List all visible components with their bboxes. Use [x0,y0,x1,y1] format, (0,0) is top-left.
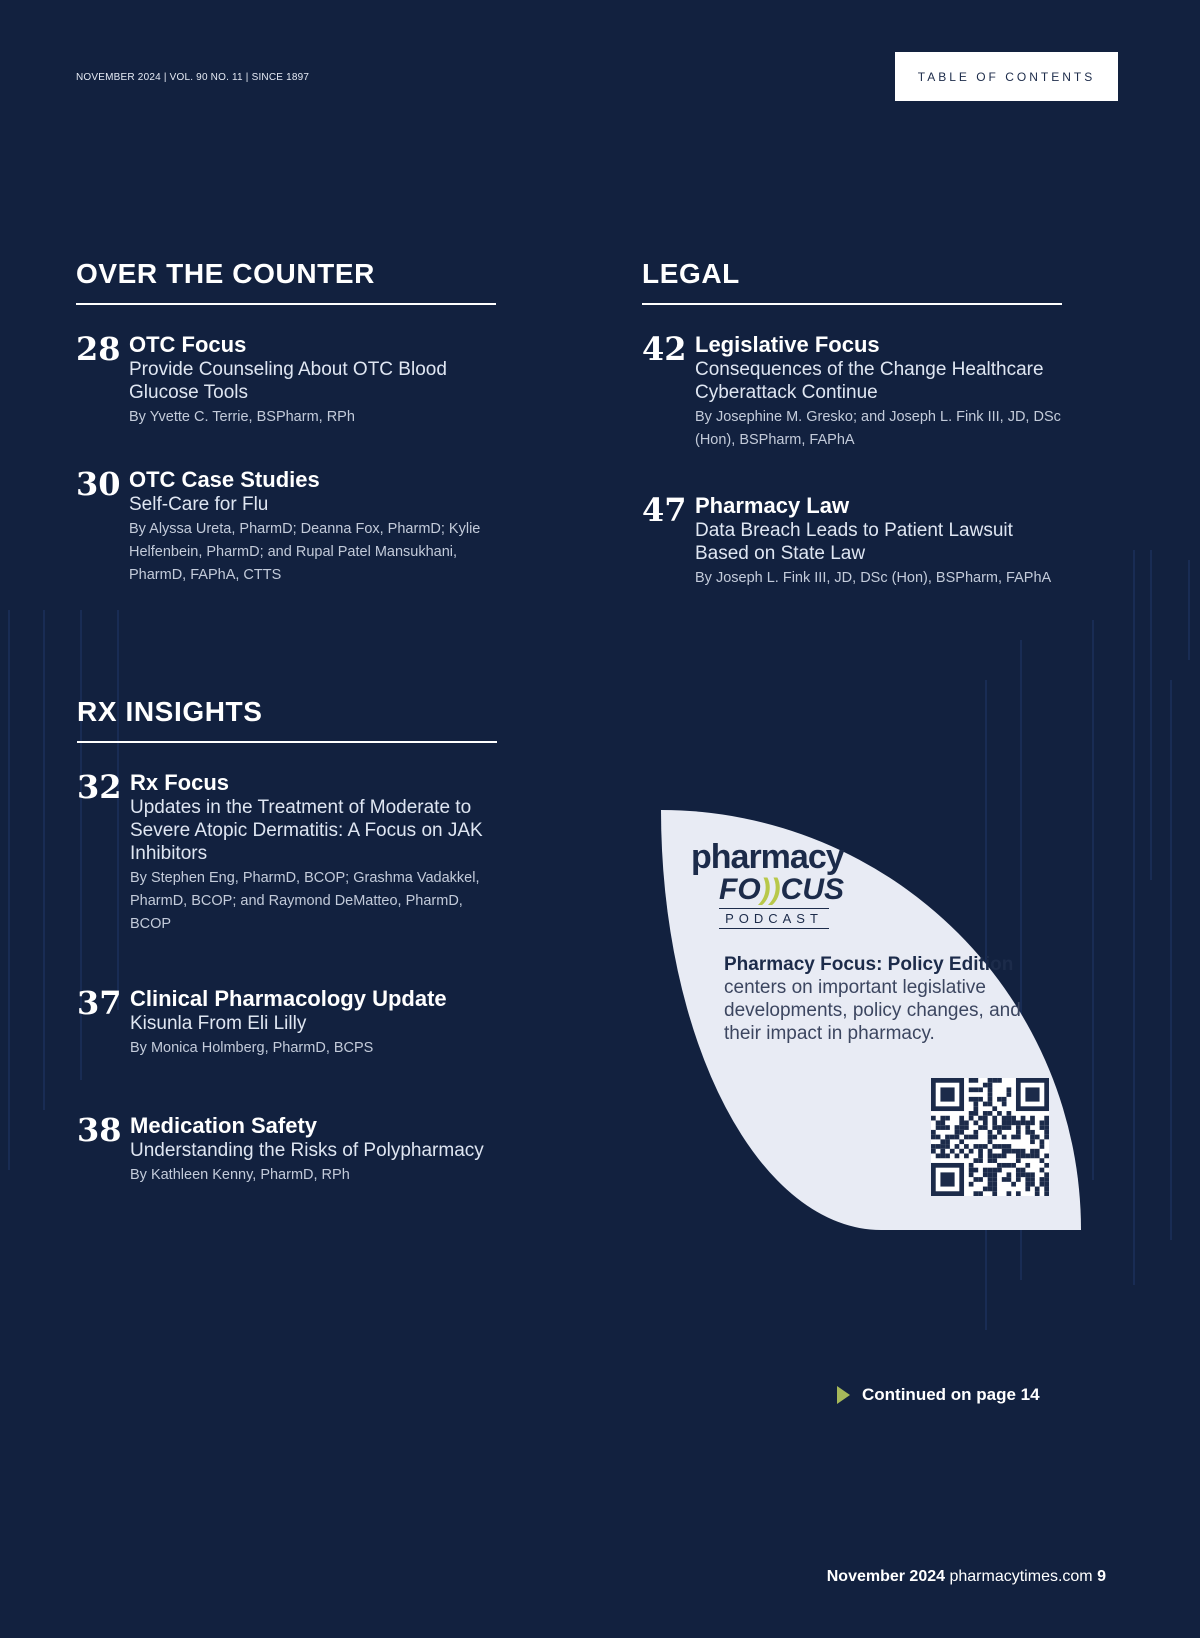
entry-title: Data Breach Leads to Patient Lawsuit Based on State Law [695,520,1013,564]
podcast-title: Pharmacy Focus: Policy Edition [724,954,1014,975]
entry-title: Understanding the Risks of Polypharmacy [130,1140,484,1161]
entry-title: Self-Care for Flu [129,494,269,515]
section-rx-insights [77,694,497,1183]
continued-text: Continued on page 14 [862,1385,1040,1404]
entry-byline: By Kathleen Kenny, PharmD, RPh [130,1167,350,1183]
arrow-icon [837,1386,850,1404]
decorative-line [1092,620,1094,1180]
continued-link[interactable] [837,1385,1040,1405]
masthead: NOVEMBER 2024 | VOL. 90 NO. 11 | SINCE 1897 [76,72,310,83]
qr-code-icon[interactable] [931,1078,1049,1196]
entry-byline: By Yvette C. Terrie, BSPharm, RPh [129,409,355,425]
section-over-the-counter [76,256,496,583]
entry-byline: By Stephen Eng, PharmD, BCOP; Grashma Vadakkel, PharmD, BCOP; and Raymond DeMatteo, PharmD, BCOP [130,870,480,932]
section-title: OVER THE COUNTER [76,256,496,305]
logo-wordmark-focus [719,874,861,906]
entry-byline: By Alyssa Ureta, PharmD; Deanna Fox, PharmD; Kylie Helfenbein, PharmD; and Rupal Patel Mansukhani, PharmD, FAPhA, CTTS [129,521,481,583]
entry-byline: By Josephine M. Gresko; and Joseph L. Fink III, JD, DSc (Hon), BSPharm, FAPhA [695,409,1061,448]
sound-wave-icon: )) [760,873,781,906]
entry-byline: By Monica Holmberg, PharmD, BCPS [130,1040,374,1056]
page-number: 32 [77,768,122,806]
logo-focus-end: CUS [780,873,844,906]
section-title: RX INSIGHTS [77,694,497,743]
page-number: 28 [76,330,121,368]
entry-category: Pharmacy Law [695,493,850,518]
page-number: 30 [76,465,121,503]
page-number: 42 [642,330,687,368]
entry-title: Updates in the Treatment of Moderate to Severe Atopic Dermatitis: A Focus on JAK Inhibitors [130,797,483,864]
logo-focus-start: FO [719,873,761,906]
section-title: LEGAL [642,256,1062,305]
footer-page-number: 9 [1097,1568,1106,1585]
decorative-line [1170,680,1172,1240]
decorative-line [1150,550,1152,880]
decorative-line [8,610,10,1170]
entry-title: Provide Counseling About OTC Blood Glucose Tools [129,359,447,403]
decorative-line [1188,560,1190,660]
podcast-description [724,953,1034,1045]
pharmacy-focus-podcast-logo [691,840,861,929]
podcast-text: centers on important legislative developments, policy changes, and their impact in pharmacy. [724,977,1021,1044]
entry-title: Kisunla From Eli Lilly [130,1013,307,1034]
logo-wordmark-top: pharmacy [691,838,844,876]
footer-date: November 2024 [826,1568,946,1585]
entry-category: OTC Case Studies [129,467,320,492]
podcast-card[interactable] [661,810,1081,1230]
page-number: 38 [77,1111,122,1149]
entry-byline: By Joseph L. Fink III, JD, DSc (Hon), BSPharm, FAPhA [695,570,1052,586]
entry-category: Clinical Pharmacology Update [130,986,447,1011]
section-legal [642,256,1062,586]
logo-podcast-label: PODCAST [719,908,829,929]
decorative-line [117,610,119,1010]
page-footer [827,1568,1106,1586]
decorative-line [1133,550,1135,1285]
page-number: 37 [77,984,122,1022]
decorative-line [43,610,45,1110]
table-of-contents-label: TABLE OF CONTENTS [895,52,1118,101]
entry-category: Rx Focus [130,770,230,795]
entry-category: Medication Safety [130,1113,318,1138]
entry-category: OTC Focus [129,332,247,357]
entry-category: Legislative Focus [695,332,880,357]
entry-title: Consequences of the Change Healthcare Cyberattack Continue [695,359,1044,403]
footer-site: pharmacytimes.com [949,1568,1093,1585]
page-number: 47 [642,491,687,529]
